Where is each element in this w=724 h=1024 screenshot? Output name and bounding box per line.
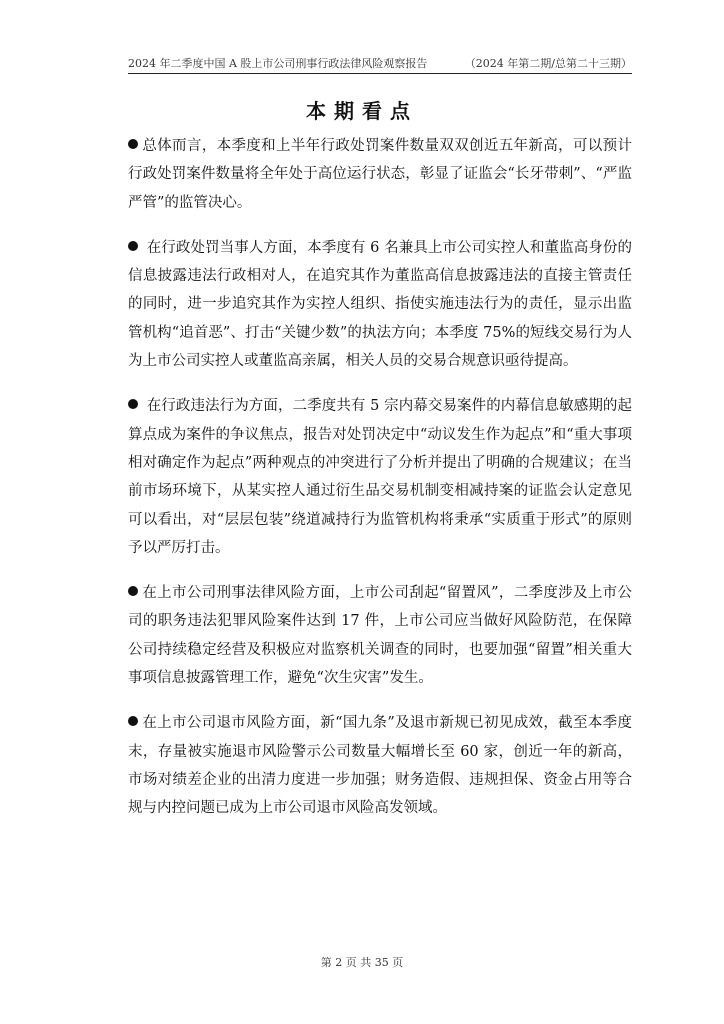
highlight-text: 在上市公司刑事法律风险方面，上市公司刮起“留置风”，二季度涉及上市公司的职务违法犯罪风险案件达到 17 件，上市公司应当做好风险防范，在保障公司持续稳定经营及积极应对监察机关调查的同时，也要加强“留置”相关重大事项信息披露管理工作，避免“次生灾害”发生。: [128, 585, 632, 687]
page-number: 第 2 页 共 35 页: [320, 956, 404, 969]
highlight-paragraph: [128, 132, 632, 217]
highlight-paragraph: [128, 392, 632, 562]
bullet-icon: [128, 399, 138, 409]
header-issue-number: （2024 年第二期/总第二十三期）: [464, 57, 632, 70]
bullet-icon: [128, 139, 138, 149]
highlight-text: 在行政违法行为方面，二季度共有 5 宗内幕交易案件的内幕信息敏感期的起算点成为案件的争议焦点，报告对处罚决定中“动议发生作为起点”和“重大事项相对确定作为起点”两种观点的冲突进行了分析并提出了明确的合规建议；在当前市场环境下，从某实控人通过衍生品交易机制变相减持案的证监会认定意见可以看出，对“层层包装”绕道减持行为监管机构将秉承“实质重于形式”的原则予以严厉打击。: [128, 398, 632, 556]
highlight-text: 在上市公司退市风险方面，新“国九条”及退市新规已初见成效，截至本季度末，存量被实施退市风险警示公司数量大幅增长至 60 家，创近一年的新高，市场对绩差企业的出清力度进一步加强；财务造假、违规担保、资金占用等合规与内控问题已成为上市公司退市风险高发领域。: [128, 715, 632, 817]
highlight-paragraph: [128, 579, 632, 692]
bullet-icon: [128, 586, 138, 596]
page-header: [128, 49, 632, 74]
page-title: 本期看点: [306, 99, 418, 123]
bullet-icon: [128, 716, 138, 726]
highlight-paragraph: [128, 234, 632, 375]
bullet-icon: [128, 241, 138, 251]
highlights-body: [128, 132, 632, 840]
highlight-text: 在行政处罚当事人方面，本季度有 6 名兼具上市公司实控人和董监高身份的信息披露违法行政相对人，在追究其作为董监高信息披露违法的直接主管责任的同时，进一步追究其作为实控人组织、指使实施违法行为的责任，显示出监管机构“追首恶”、打击“关键少数”的执法方向；本季度 75%的短线交易行为人为上市公司实控人或董监高亲属，相关人员的交易合规意识亟待提高。: [128, 239, 632, 370]
header-report-title: 2024 年二季度中国 A 股上市公司刑事行政法律风险观察报告: [128, 57, 428, 70]
highlight-text: 总体而言，本季度和上半年行政处罚案件数量双双创近五年新高，可以预计行政处罚案件数量将全年处于高位运行状态，彰显了证监会“长牙带刺”、“严监严管”的监管决心。: [128, 138, 632, 211]
highlight-paragraph: [128, 709, 632, 822]
